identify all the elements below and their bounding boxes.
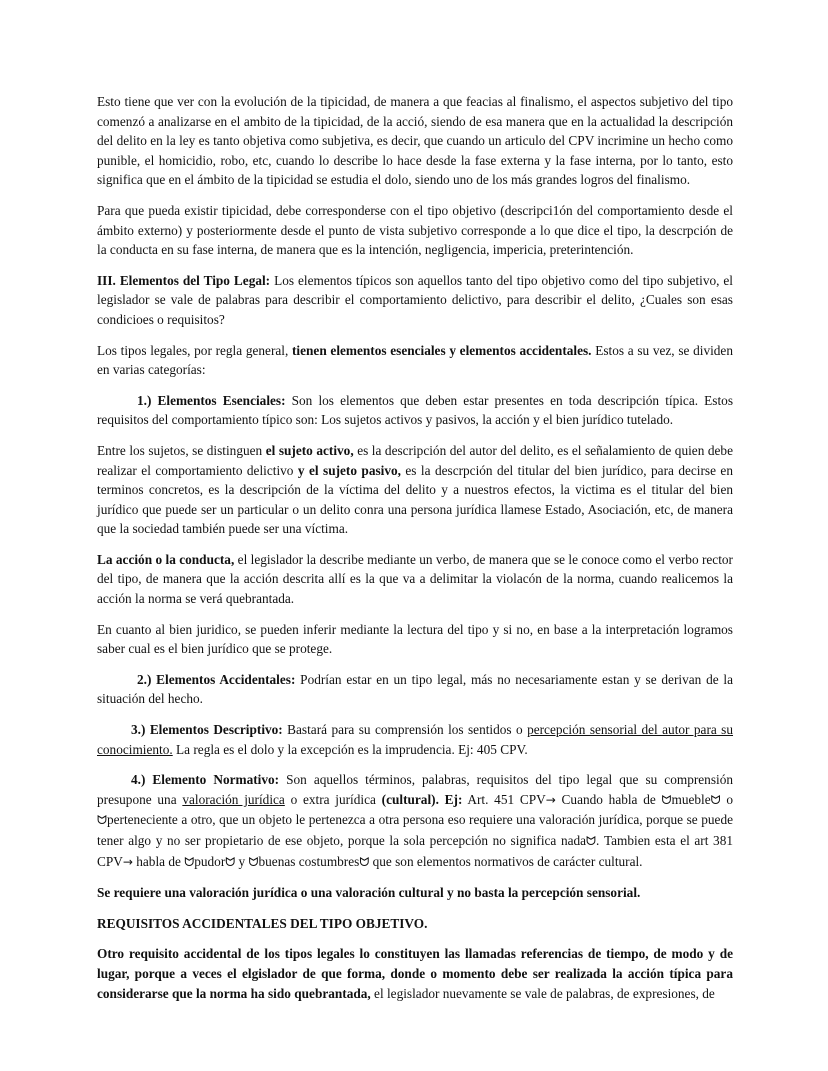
paragraph-elementos-tipo-legal [97,271,733,330]
paragraph-text: Entre los sujetos, se distinguen [97,442,266,458]
paragraph-text: Podrían estar en un tipo legal, más no necesariamente estan y se derivan de la situación del hecho. [97,671,733,707]
paragraph-text: Son los elementos que deben estar presentes en toda descripción típica. Estos requisitos del comportamiento típico son: Los sujetos activos y pasivos, la acción y el bien jurídico tutelado. [97,392,733,428]
bold-accion-conducta: La acción o la conducta, [97,551,235,567]
subheading-elemento-normativo: 4.) Elemento Normativo: [131,772,280,788]
paragraph-text: buenas costumbres [258,853,360,869]
quote-glyph-icon: ᗢ [97,813,107,828]
bold-statement: Se requiere una valoración jurídica o una valoración cultural y no basta la percepción sensorial. [97,885,641,901]
paragraph-text: es la descrpción del titular del bien jurídico, para decirse en terminos concretos, es la descripción de la víctima del delito y a nuestros efectos, la victima es el titular del bien jurídico que puede ser un particular o un delito conra una persona jurídica llamese Estado, Asociación, etc, de manera que la sociedad también puede ser una víctima. [97,462,733,537]
section-heading-elementos-tipo-legal: III. Elementos del Tipo Legal: [97,272,271,288]
quote-glyph-icon: ᗢ [710,792,721,807]
paragraph-text: perteneciente a otro, que un objeto le pertenezca a otra persona eso requiere una valoración jurídica, porque se puede tener algo y no ser propietario de ese objeto, porque la sola percepción no significa nada [97,812,733,848]
paragraph-text: Art. 451 CPV [462,791,546,807]
quote-glyph-icon: ᗢ [225,854,236,869]
paragraph-text: Los tipos legales, por regla general, [97,342,292,358]
paragraph-text: o extra jurídica [284,791,382,807]
subheading-elementos-descriptivo: 3.) Elementos Descriptivo: [131,722,283,738]
paragraph-tipo-objetivo: Para que pueda existir tipicidad, debe corresponderse con el tipo objetivo (descripci1ón del comportamiento desde el ámbito externo) y posteriormente desde el punto de vista subjetivo corresponde a lo que dice el tipo, la descrpción de la conducta en su fase interna, de manera que es la intención, negligencia, impericia, preterintención. [97,202,733,258]
subheading-elementos-esenciales: 1.) Elementos Esenciales: [137,392,286,408]
bold-text: (cultural). Ej: [381,791,463,807]
quote-glyph-icon: ᗢ [359,854,370,869]
paragraph-text: . Tambien esta el art 381 CPV [97,833,733,869]
paragraph-valoracion [97,883,733,903]
paragraph-text: habla de [132,853,185,869]
paragraph-elementos-accidentales [97,670,733,709]
underlined-text: percepción sensorial del autor para su conocimiento. [97,722,734,757]
paragraph-text: Son aquellos términos, palabras, requisitos del tipo legal que su comprensión presupone una [97,772,733,807]
paragraph-text: Los elementos típicos son aquellos tanto del tipo objetivo como del tipo subjetivo, el legislador se vale de palabras para describir el comportamiento delictivo, para describir el delito, ¿Cuales son esas condicioes o requisitos? [97,272,734,327]
paragraph-text: Bastará para su comprensión los sentidos o [282,722,528,738]
paragraph-tipos-legales [97,341,733,380]
arrow-right-icon: → [122,854,133,869]
arrow-right-icon: → [545,792,556,807]
section-heading-text: REQUISITOS ACCIDENTALES DEL TIPO OBJETIVO. [97,915,428,931]
paragraph-text: el legislador nuevamente se vale de palabras, de expresiones, de [370,985,715,1001]
paragraph-text: y [235,853,249,869]
paragraph-text: que son elementos normativos de carácter cultural. [369,853,643,869]
paragraph-text: mueble [671,791,711,807]
paragraph-text: pudor [194,853,226,869]
paragraph-text: La regla es el dolo y la excepción es la imprudencia. Ej: 405 CPV. [172,741,528,757]
paragraph-text: es la descripción del autor del delito, es el señalamiento de quien debe realizar el comportamiento delictivo [97,442,733,478]
document-page [97,92,733,1014]
quote-glyph-icon: ᗢ [661,792,672,807]
paragraph-accion-conducta [97,550,733,609]
paragraph-evolucion-tipicidad: Esto tiene que ver con la evolución de la tipicidad, de manera a que feacias al finalismo, el aspectos subjetivo del tipo comenzó a analizarse en el ambito de la tipicidad, de la acció, siendo de esa manera que en la actualidad la descripción del delito en la ley es tanto objetiva como subjetiva, es decir, que cuando un articulo del CPV incrimine un hecho como punible, el homicidio, robo, etc, cuando lo describe lo hace desde la fase externa y la fase interna, por lo tanto, esto significa que en el ámbito de la tipicidad se estudia el dolo, siendo uno de los más grandes logros del finalismo. [97,94,733,188]
paragraph-text: o [720,791,733,807]
bold-sujeto-pasivo: y el sujeto pasivo, [297,462,401,478]
paragraph-elementos-esenciales [97,391,733,430]
bold-sujeto-activo: el sujeto activo, [265,442,354,458]
paragraph-text: el legislador la describe mediante un verbo, de manera que se le conoce como el verbo rector del tipo, de manera que la acción descrita allí es la que va a delimitar la violacón de la norma, cuando realicemos la acción la norma se verá quebrantada. [97,551,733,607]
paragraph-referencias-tiempo [97,944,733,1003]
section-heading-requisitos-accidentales [97,914,733,934]
paragraph-elemento-normativo [97,770,733,872]
bold-text: tienen elementos esenciales y elementos accidentales. [292,342,592,358]
paragraph-sujetos [97,441,733,539]
underlined-text: valoración jurídica [182,791,285,807]
quote-glyph-icon: ᗢ [184,854,195,869]
paragraph-bien-juridico: En cuanto al bien juridico, se pueden inferir mediante la lectura del tipo y si no, en base a la interpretación logramos saber cual es el bien jurídico que se protege. [97,621,733,657]
bold-text: Otro requisito accidental de los tipos legales lo constituyen las llamadas referencias de tiempo, de modo y de lugar, porque a veces el elgislador de que forma, donde o momento debe ser realizada la acción típica para considerarse que la norma ha sido quebrantada, [97,946,733,1001]
paragraph-text: Estos a su vez, se dividen en varias categorías: [97,342,733,378]
subheading-elementos-accidentales: 2.) Elementos Accidentales: [137,671,296,687]
quote-glyph-icon: ᗢ [586,834,597,848]
paragraph-elementos-descriptivo [97,720,733,759]
paragraph-text: Cuando habla de [555,791,662,807]
quote-glyph-icon: ᗢ [248,854,259,869]
